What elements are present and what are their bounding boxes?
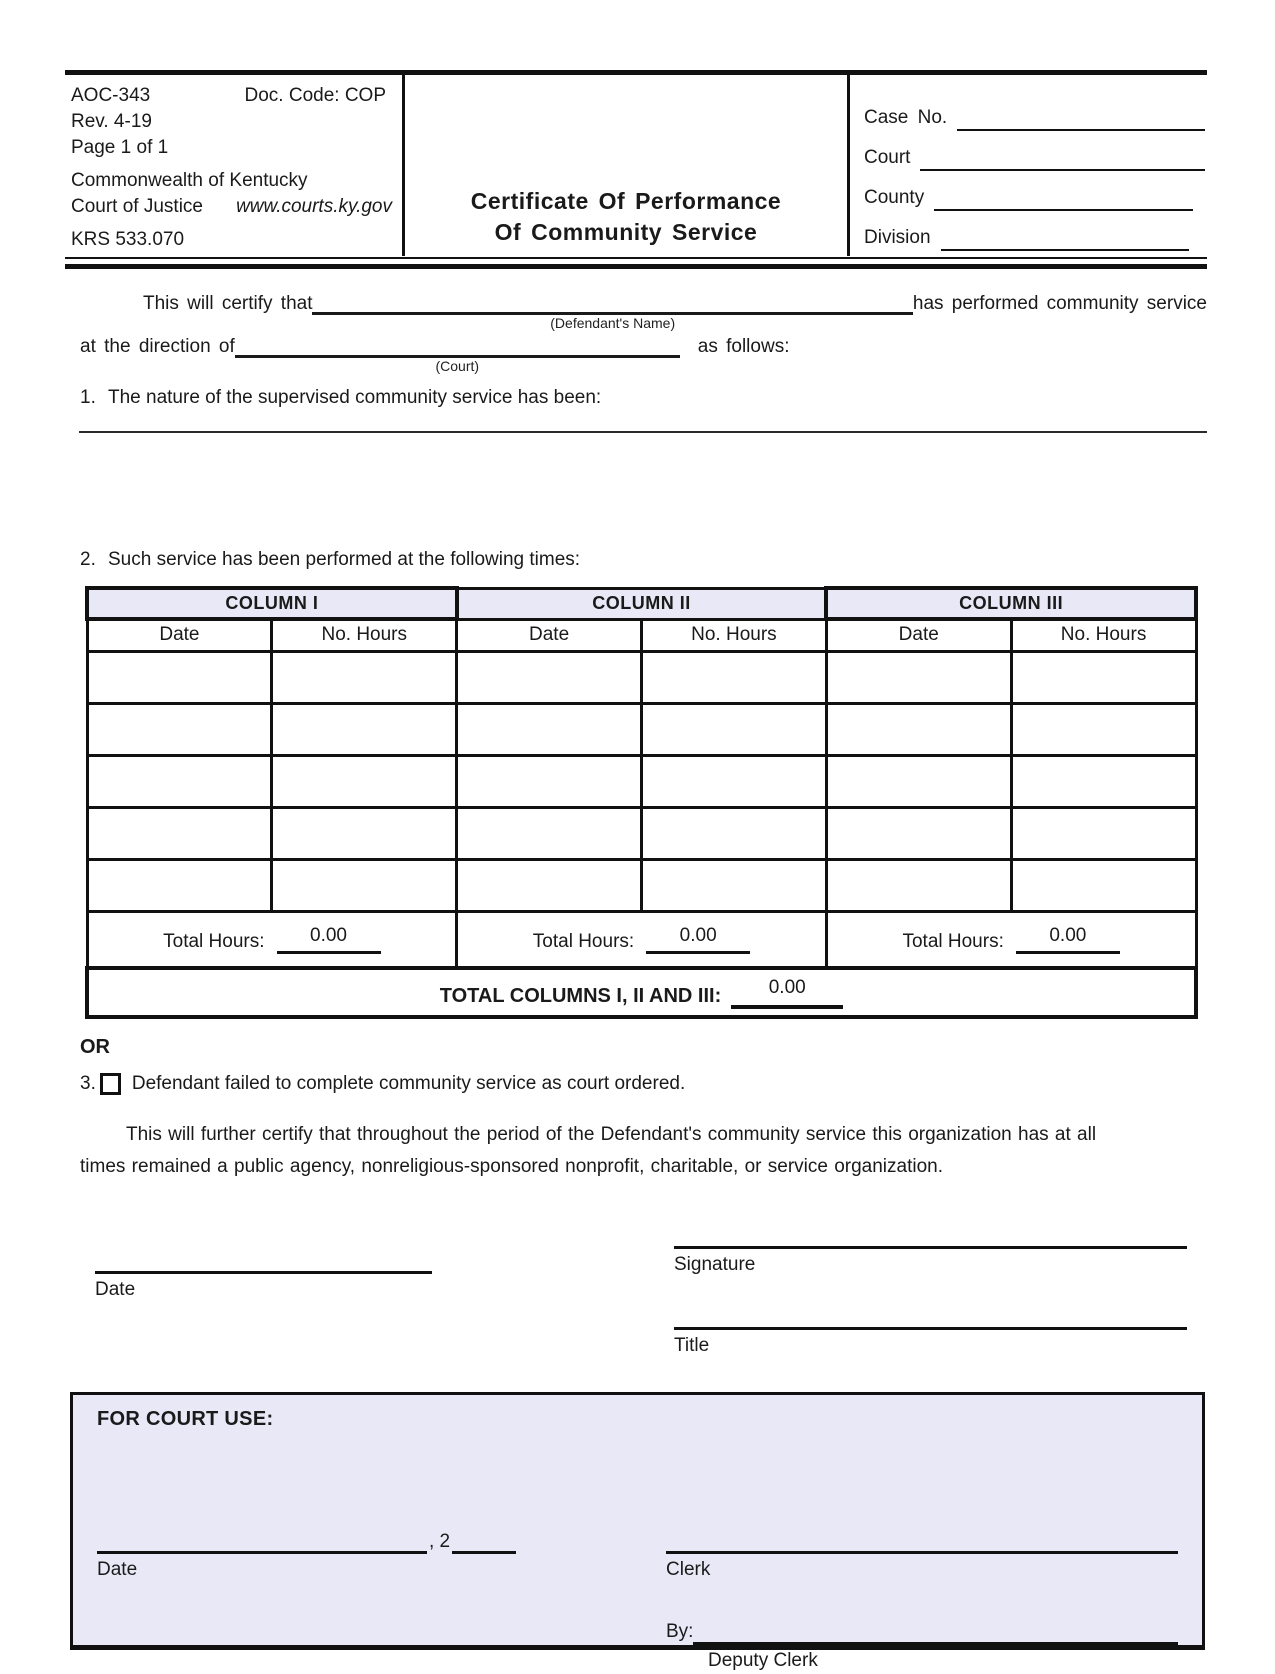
date-cell[interactable] bbox=[826, 859, 1011, 911]
entry-row bbox=[87, 703, 1196, 755]
item-2-number: 2. bbox=[80, 549, 96, 570]
case-info-block bbox=[850, 75, 1207, 256]
court-use-date-field bbox=[97, 1530, 529, 1674]
item-1 bbox=[65, 384, 1207, 411]
year-blank[interactable] bbox=[452, 1530, 516, 1554]
date-cell[interactable] bbox=[87, 807, 272, 859]
court-use-fields-row bbox=[97, 1530, 1178, 1674]
col2-total-value[interactable]: 0.00 bbox=[646, 924, 750, 954]
grand-total-value[interactable]: 0.00 bbox=[731, 976, 843, 1009]
by-row bbox=[666, 1619, 1178, 1645]
case-no-row bbox=[864, 91, 1205, 131]
column-3-header: COLUMN III bbox=[826, 588, 1196, 619]
hours-cell[interactable] bbox=[1011, 859, 1196, 911]
grand-total-row bbox=[87, 968, 1196, 1017]
form-header bbox=[65, 75, 1207, 256]
date-cell[interactable] bbox=[87, 755, 272, 807]
division-row bbox=[864, 211, 1205, 251]
item-2-text: Such service has been performed at the following times: bbox=[108, 549, 581, 570]
court-name-caption: (Court) bbox=[435, 358, 480, 374]
date-cell[interactable] bbox=[87, 859, 272, 911]
item-3-text: Defendant failed to complete community service as court ordered. bbox=[131, 1073, 686, 1094]
hours-cell[interactable] bbox=[1011, 755, 1196, 807]
form-number: AOC-343 bbox=[71, 85, 151, 106]
col2-total-label: Total Hours: bbox=[532, 931, 635, 953]
court-row bbox=[864, 131, 1205, 171]
date-cell[interactable] bbox=[87, 703, 272, 755]
for-court-use-heading: FOR COURT USE: bbox=[97, 1408, 274, 1430]
date-cell[interactable] bbox=[457, 703, 642, 755]
signature-title-fields bbox=[674, 1246, 1187, 1359]
krs-statute: KRS 533.070 bbox=[71, 229, 185, 250]
form-identification bbox=[65, 75, 405, 256]
hours-cell[interactable] bbox=[641, 859, 826, 911]
date-signature-field bbox=[95, 1246, 432, 1359]
col3-hours-header: No. Hours bbox=[1011, 619, 1196, 651]
date-cell[interactable] bbox=[826, 755, 1011, 807]
hours-cell[interactable] bbox=[272, 755, 457, 807]
entry-row bbox=[87, 651, 1196, 703]
clerk-label: Clerk bbox=[666, 1559, 711, 1580]
division-field[interactable] bbox=[941, 227, 1189, 251]
date-cell[interactable] bbox=[457, 755, 642, 807]
col2-hours-header: No. Hours bbox=[641, 619, 826, 651]
court-use-date-line bbox=[97, 1530, 529, 1554]
hours-cell[interactable] bbox=[272, 651, 457, 703]
or-label: OR bbox=[80, 1036, 110, 1058]
clerk-signature-line[interactable] bbox=[666, 1530, 1178, 1554]
certify-line-1 bbox=[65, 290, 1207, 332]
date-cell[interactable] bbox=[457, 859, 642, 911]
county-row bbox=[864, 171, 1205, 211]
sub-header-row bbox=[87, 619, 1196, 651]
grand-total-label: TOTAL COLUMNS I, II AND III: bbox=[439, 985, 722, 1007]
county-label: County bbox=[864, 187, 925, 208]
item-2 bbox=[65, 546, 1207, 573]
form-page-count: Page 1 of 1 bbox=[71, 137, 169, 158]
signature-section bbox=[65, 1246, 1207, 1359]
defendant-name-caption: (Defendant's Name) bbox=[550, 315, 676, 331]
date-cell[interactable] bbox=[826, 807, 1011, 859]
doc-code: Doc. Code: COP bbox=[244, 85, 386, 106]
hours-cell[interactable] bbox=[641, 703, 826, 755]
hours-cell[interactable] bbox=[641, 651, 826, 703]
date-cell[interactable] bbox=[826, 651, 1011, 703]
hours-cell[interactable] bbox=[641, 755, 826, 807]
hours-cell[interactable] bbox=[272, 807, 457, 859]
form-title-block bbox=[405, 75, 850, 256]
further-certification-paragraph: This will further certify that throughout the period of the Defendant's community service this organization has at all times remained a public agency, nonreligious-sponsored nonprofit, charitable, or service organization. bbox=[80, 1124, 1097, 1177]
grand-total-cell bbox=[87, 968, 1196, 1017]
hours-cell[interactable] bbox=[1011, 807, 1196, 859]
county-field[interactable] bbox=[934, 187, 1193, 211]
court-website: www.courts.ky.gov bbox=[236, 196, 392, 217]
column-2-header: COLUMN II bbox=[457, 588, 827, 619]
col3-total-cell bbox=[826, 911, 1196, 968]
court-field[interactable] bbox=[920, 147, 1205, 171]
col2-total-cell bbox=[457, 911, 827, 968]
entry-row bbox=[87, 755, 1196, 807]
column-group-header-row bbox=[87, 588, 1196, 619]
title-field bbox=[674, 1327, 1187, 1359]
title-label: Title bbox=[674, 1335, 710, 1356]
date-cell[interactable] bbox=[457, 807, 642, 859]
court-use-date-label: Date bbox=[97, 1559, 138, 1580]
entry-row bbox=[87, 859, 1196, 911]
court-label: Court bbox=[864, 147, 911, 168]
col3-date-header: Date bbox=[826, 619, 1011, 651]
col1-total-label: Total Hours: bbox=[163, 931, 265, 953]
col1-hours-header: No. Hours bbox=[272, 619, 457, 651]
service-hours-table bbox=[85, 586, 1198, 1019]
hours-cell[interactable] bbox=[641, 807, 826, 859]
col1-total-cell bbox=[87, 911, 457, 968]
certification-paragraph bbox=[65, 290, 1207, 375]
hours-cell[interactable] bbox=[1011, 703, 1196, 755]
total-hours-row bbox=[87, 911, 1196, 968]
entry-row bbox=[87, 807, 1196, 859]
court-name-field[interactable] bbox=[235, 333, 680, 375]
item-1-number: 1. bbox=[80, 387, 96, 408]
deputy-clerk-line[interactable] bbox=[693, 1621, 1178, 1645]
year-prefix: , 2 bbox=[429, 1531, 451, 1552]
certify-tail-text: has performed community service bbox=[912, 293, 1207, 314]
case-no-field[interactable] bbox=[957, 107, 1205, 131]
form-revision: Rev. 4-19 bbox=[71, 111, 152, 132]
item-3-number: 3. bbox=[80, 1073, 96, 1094]
date-cell[interactable] bbox=[826, 703, 1011, 755]
clerk-fields bbox=[666, 1530, 1178, 1674]
court-date-blank[interactable] bbox=[97, 1530, 427, 1554]
form-title: Certificate Of Performance Of Community Service bbox=[470, 188, 782, 245]
for-court-use-box bbox=[70, 1392, 1205, 1671]
defendant-name-field[interactable] bbox=[312, 290, 912, 332]
col1-date-header: Date bbox=[87, 619, 272, 651]
direction-lead-text: at the direction of bbox=[80, 336, 235, 357]
nature-of-service-field[interactable] bbox=[79, 431, 1207, 433]
as-follows-text: as follows: bbox=[697, 336, 790, 357]
column-1-header: COLUMN I bbox=[87, 588, 457, 619]
hours-cell[interactable] bbox=[272, 703, 457, 755]
hours-cell[interactable] bbox=[1011, 651, 1196, 703]
failed-service-checkbox[interactable] bbox=[100, 1073, 121, 1095]
court-of-justice-label: Court of Justice bbox=[71, 196, 203, 217]
col2-date-header: Date bbox=[457, 619, 642, 651]
item-3 bbox=[65, 1073, 1207, 1095]
date-cell[interactable] bbox=[87, 651, 272, 703]
by-label: By: bbox=[666, 1621, 694, 1642]
date-cell[interactable] bbox=[457, 651, 642, 703]
header-divider-rule bbox=[65, 257, 1207, 269]
col1-total-value[interactable]: 0.00 bbox=[277, 924, 381, 954]
commonwealth-label: Commonwealth of Kentucky bbox=[71, 170, 308, 191]
col3-total-label: Total Hours: bbox=[902, 931, 1004, 953]
certify-lead-text: This will certify that bbox=[143, 293, 313, 314]
item-1-text: The nature of the supervised community service has been: bbox=[108, 387, 602, 408]
case-no-label: Case No. bbox=[864, 107, 948, 128]
division-label: Division bbox=[864, 227, 931, 248]
signature-field bbox=[674, 1246, 1187, 1278]
hours-cell[interactable] bbox=[272, 859, 457, 911]
certify-line-2 bbox=[65, 333, 1207, 375]
deputy-clerk-label: Deputy Clerk bbox=[708, 1650, 818, 1671]
signature-label: Signature bbox=[674, 1254, 756, 1275]
col3-total-value[interactable]: 0.00 bbox=[1016, 924, 1120, 954]
date-label: Date bbox=[95, 1279, 136, 1300]
